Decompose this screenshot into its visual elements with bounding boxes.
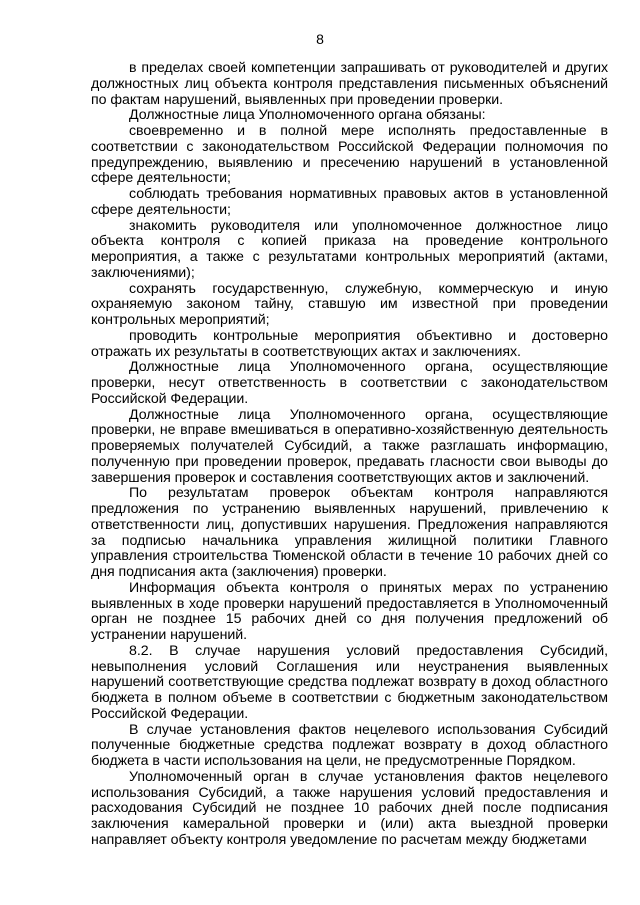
paragraph-officials-obliged: Должностные лица Уполномоченного органа обязаны:	[129, 107, 486, 124]
paragraph-responsibility: Должностные лица Уполномоченного органа, осуществляющие проверки, несут ответственность в соответствии с законодательством Российской Федерации.	[91, 359, 608, 407]
paragraph-acquaint-head: знакомить руководителя или уполномоченное должностное лицо объекта контроля с копией приказа на проведение контрольного мероприятия, а также с результатами контрольных мероприятий (актами, заключениями);	[91, 217, 608, 281]
paragraph-no-interference: Должностные лица Уполномоченного органа, осуществляющие проверки, не вправе вмешиваться в оперативно-хозяйственную деятельность проверяемых получателей Субсидий, а также разглашать информацию, полученную при проведении проверок, предавать гласности свои выводы до завершения проверок и составления соответствующих актов и заключений.	[91, 406, 608, 486]
paragraph-keep-secret: сохранять государственную, служебную, коммерческую и иную охраняемую законом тайну, ставшую им известной при проведении контрольных мероприятий;	[91, 280, 608, 328]
paragraph-information-measures: Информация объекта контроля о принятых мерах по устранению выявленных в ходе проверки нарушений предоставляется в Уполномоченный орган не позднее 15 рабочих дней со дня получения предложений об устранении нарушений.	[91, 579, 608, 643]
paragraph-conduct-objectively: проводить контрольные мероприятия объективно и достоверно отражать их результаты в соответствующих актах и заключениях.	[91, 327, 608, 360]
paragraph-notification: Уполномоченный орган в случае установления фактов нецелевого использования Субсидий, а также нарушения условий предоставления и расходования Субсидий не позднее 10 рабочих дней после подписания заключения камеральной проверки и (или) акта выездной проверки направляет объекту контроля уведомление по расчетам между бюджетами	[91, 768, 608, 848]
paragraph-section-8-2: 8.2. В случае нарушения условий предоставления Субсидий, невыполнения условий Соглашения или неустранения выявленных нарушений соответствующие средства подлежат возврату в доход областного бюджета в полном объеме в соответствии с бюджетным законодательством Российской Федерации.	[91, 642, 608, 722]
paragraph-exercise-powers: своевременно и в полной мере исполнять предоставленные в соответствии с законодательством Российской Федерации полномочия по предупреждению, выявлению и пресечению нарушений в установленной сфере деятельности;	[91, 123, 608, 187]
paragraph-request-explanations: в пределах своей компетенции запрашивать от руководителей и других должностных лиц объекта контроля представления письменных объяснений по фактам нарушений, выявленных при проведении проверки.	[91, 60, 608, 108]
paragraph-misuse-return: В случае установления фактов нецелевого использования Субсидий полученные бюджетные средства подлежат возврату в доход областного бюджета в части использования на цели, не предусмотренные Порядком.	[91, 721, 608, 769]
document-body	[91, 61, 608, 849]
paragraph-observe-requirements: соблюдать требования нормативных правовых актов в установленной сфере деятельности;	[91, 186, 608, 218]
page-number: 8	[316, 31, 324, 47]
paragraph-proposals: По результатам проверок объектам контроля направляются предложения по устранению выявленных нарушений, привлечению к ответственности лиц, допустивших нарушения. Предложения направляются за подписью начальника управления жилищной политики Главного управления строительства Тюменской области в течение 10 рабочих дней со дня подписания акта (заключения) проверки.	[91, 485, 608, 580]
